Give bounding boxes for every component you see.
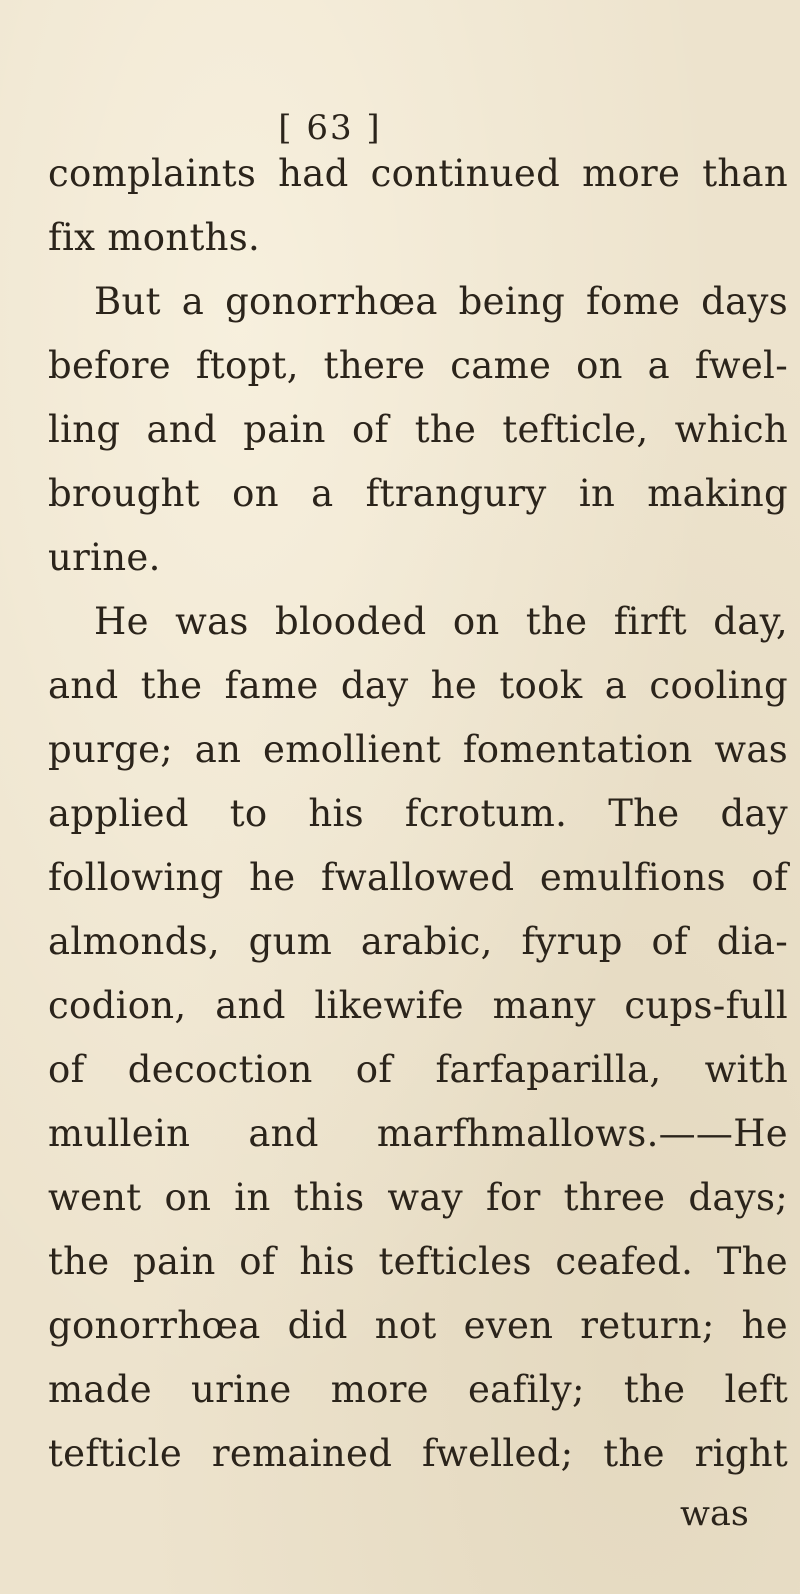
text-line-14: codion, and likewife many cups-full <box>48 984 788 1027</box>
text-line-18: the pain of his tefticles ceafed. The <box>48 1240 788 1283</box>
text-line-7: urine. <box>48 536 161 579</box>
text-line-3: But a gonorrhœa being fome days <box>94 280 788 323</box>
text-line-21: tefticle remained fwelled; the right <box>48 1432 788 1475</box>
text-line-2: fix months. <box>48 216 261 259</box>
text-line-16: mullein and marfhmallows.——He <box>48 1112 788 1155</box>
text-line-11: applied to his fcrotum. The day <box>48 792 788 835</box>
text-line-5: ling and pain of the tefticle, which <box>48 408 788 451</box>
text-line-17: went on in this way for three days; <box>48 1176 788 1219</box>
text-line-15: of decoction of farfaparilla, with <box>48 1048 788 1091</box>
text-line-19: gonorrhœa did not even return; he <box>48 1304 788 1347</box>
text-line-20: made urine more eafily; the left <box>48 1368 788 1411</box>
text-line-12: following he fwallowed emulfions of <box>48 856 788 899</box>
catchword: was <box>680 1494 749 1534</box>
text-line-8: He was blooded on the firft day, <box>94 600 788 643</box>
page-number-header: [ 63 ] <box>278 108 382 148</box>
text-line-10: purge; an emollient fomentation was <box>48 728 788 771</box>
text-line-13: almonds, gum arabic, fyrup of dia- <box>48 920 788 963</box>
text-line-9: and the fame day he took a cooling <box>48 664 788 707</box>
text-line-1: complaints had continued more than <box>48 152 788 195</box>
text-line-6: brought on a ftrangury in making <box>48 472 788 515</box>
text-line-4: before ftopt, there came on a fwel- <box>48 344 788 387</box>
